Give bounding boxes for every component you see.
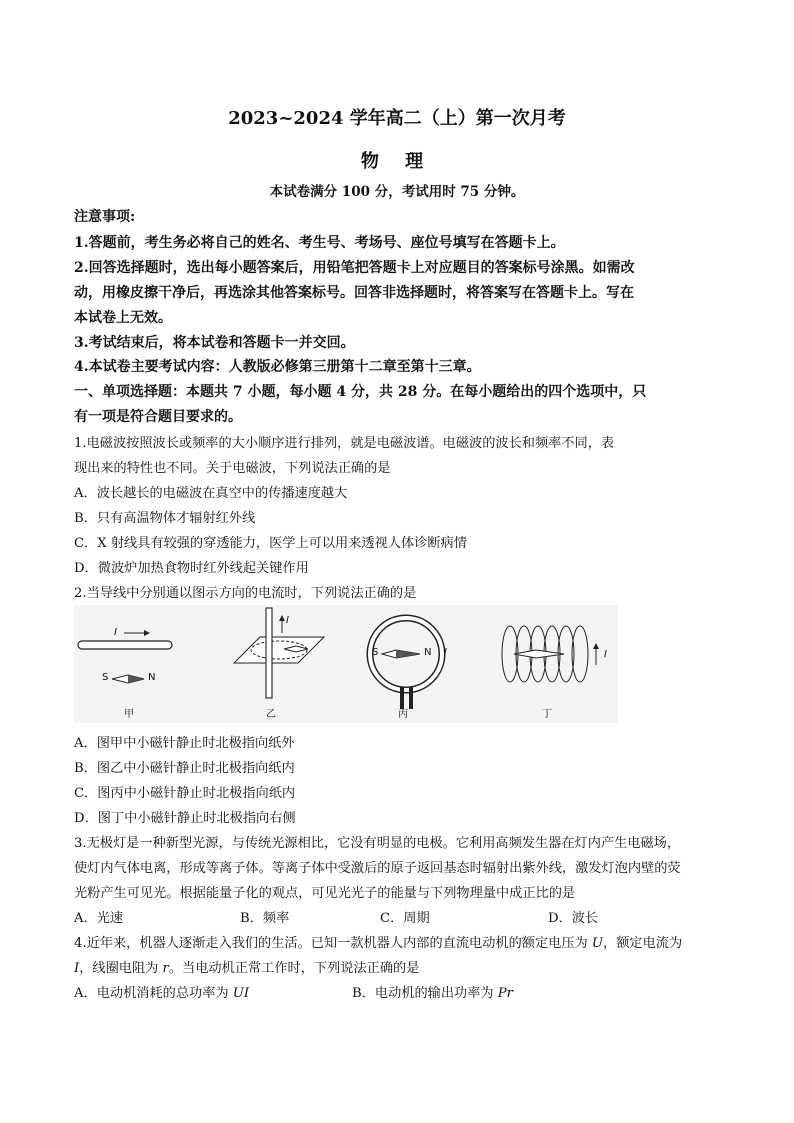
q1-stem-line-1: 1.电磁波按照波长或频率的大小顺序进行排列，就是电磁波谱。电磁波的波长和频率不同，表 bbox=[74, 436, 615, 451]
q1-stem-line-2: 现出来的特性也不同。关于电磁波，下列说法正确的是 bbox=[74, 461, 391, 476]
q3-option-c: C．周期 bbox=[380, 911, 430, 926]
q2-option-a: A．图甲中小磁针静止时北极指向纸外 bbox=[74, 736, 295, 751]
q2-option-c: C．图丙中小磁针静止时北极指向纸内 bbox=[74, 786, 296, 801]
fig-label-yi: 乙 bbox=[266, 709, 276, 720]
fig-jia-n-label: N bbox=[148, 672, 156, 683]
note-2-line-1: 2.回答选择题时，选出每小题答案后，用铅笔把答题卡上对应题目的答案标号涂黑。如需改 bbox=[74, 260, 635, 276]
note-4: 4.本试卷主要考试内容：人教版必修第三册第十二章至第十三章。 bbox=[74, 359, 481, 375]
fig-jia-current-label: I bbox=[114, 627, 117, 638]
q4-stem-line-2: I，线圈电阻为 r。当电动机正常工作时，下列说法正确的是 bbox=[74, 961, 420, 976]
subject-title: 物 理 bbox=[360, 151, 434, 172]
exam-title: 2023~2024 学年高二（上）第一次月考 bbox=[228, 108, 566, 129]
fig-bing-n-label: N bbox=[424, 647, 432, 658]
fig-bing-loop bbox=[370, 618, 442, 709]
note-1: 1.答题前，考生务必将自己的姓名、考生号、考场号、座位号填写在答题卡上。 bbox=[74, 235, 565, 251]
q2-option-d: D．图丁中小磁针静止时北极指向右侧 bbox=[74, 811, 296, 826]
q3-option-b: B．频率 bbox=[240, 911, 290, 926]
q2-figure-drawing bbox=[74, 605, 618, 723]
q3-stem-line-3: 光粉产生可见光。根据能量子化的观点，可见光光子的能量与下列物理量中成正比的是 bbox=[74, 886, 576, 901]
fig-ding-current-label: I bbox=[604, 649, 607, 660]
q1-option-c: C．X 射线具有较强的穿透能力，医学上可以用来透视人体诊断病情 bbox=[74, 536, 467, 551]
q3-option-d: D．波长 bbox=[548, 911, 599, 926]
note-2-line-3: 本试卷上无效。 bbox=[74, 310, 172, 326]
fig-jia-wire bbox=[78, 630, 172, 683]
q3-stem-line-2: 使灯内气体电离，形成等离子体。等离子体中受激后的原子返回基态时辐射出紫外线，激发灯泡内壁的荧 bbox=[74, 861, 681, 876]
q1-option-a: A．波长越长的电磁波在真空中的传播速度越大 bbox=[74, 486, 348, 501]
fig-ding-coil bbox=[502, 626, 599, 682]
q1-option-d: D．微波炉加热食物时红外线起关键作用 bbox=[74, 561, 309, 576]
section-1-line-2: 有一项是符合题目要求的。 bbox=[74, 409, 242, 425]
fig-label-ding: 丁 bbox=[542, 709, 552, 720]
q4-stem-line-1: 4.近年来，机器人逐渐走入我们的生活。已知一款机器人内部的直流电动机的额定电压为 U，额定电流为 bbox=[74, 936, 683, 951]
q2-stem: 2.当导线中分别通以图示方向的电流时，下列说法正确的是 bbox=[74, 586, 417, 601]
q4-option-a: A．电动机消耗的总功率为 UI bbox=[74, 986, 250, 1001]
q4-option-b: B．电动机的输出功率为 Pr bbox=[352, 986, 513, 1001]
fig-label-bing: 丙 bbox=[398, 709, 408, 720]
q3-option-a: A．光速 bbox=[74, 911, 124, 926]
fig-jia-s-label: S bbox=[102, 672, 109, 683]
q1-option-b: B．只有高温物体才辐射红外线 bbox=[74, 511, 256, 526]
note-3: 3.考试结束后，将本试卷和答题卡一并交回。 bbox=[74, 335, 355, 351]
q3-stem-line-1: 3.无极灯是一种新型光源，与传统光源相比，它没有明显的电极。它利用高频发生器在灯内产生电磁场， bbox=[74, 836, 681, 851]
fig-bing-s-label: S bbox=[372, 647, 379, 658]
q2-option-b: B．图乙中小磁针静止时北极指向纸内 bbox=[74, 761, 295, 776]
fig-ding-needle bbox=[514, 650, 564, 658]
section-1-line-1: 一、单项选择题：本题共 7 小题，每小题 4 分，共 28 分。在每小题给出的四个选项中，只 bbox=[74, 384, 647, 400]
q2-figure bbox=[74, 605, 618, 723]
fig-yi-wire bbox=[234, 608, 324, 698]
note-2-line-2: 动，用橡皮擦干净后，再选涂其他答案标号。回答非选择题时，将答案写在答题卡上。写在 bbox=[74, 285, 634, 301]
exam-info: 本试卷满分 100 分，考试用时 75 分钟。 bbox=[269, 184, 525, 200]
fig-label-jia: 甲 bbox=[124, 709, 134, 720]
fig-yi-current-label: I bbox=[286, 615, 289, 626]
fig-bing-current-label: I bbox=[444, 647, 447, 658]
notes-heading: 注意事项: bbox=[74, 209, 136, 225]
